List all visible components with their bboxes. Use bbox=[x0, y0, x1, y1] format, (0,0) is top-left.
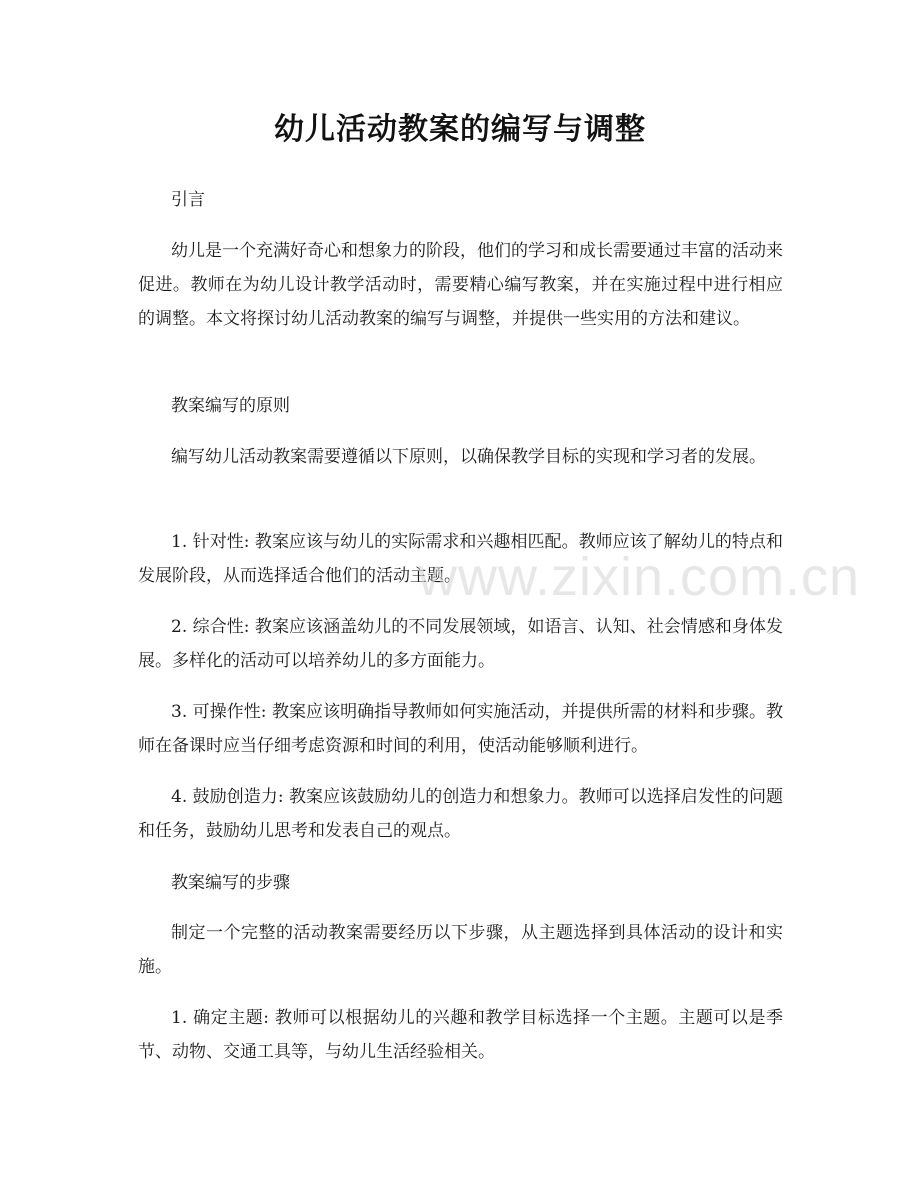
paragraph-intro: 幼儿是一个充满好奇心和想象力的阶段，他们的学习和成长需要通过丰富的活动来促进。教师在为幼儿设计教学活动时，需要精心编写教案，并在实施过程中进行相应的调整。本文将探讨幼儿活动教案的编写与调整，并提供一些实用的方法和建议。 bbox=[138, 241, 783, 329]
section-heading-principles: 教案编写的原则 bbox=[171, 396, 290, 416]
list-item-principle-3: 3. 可操作性: 教案应该明确指导教师如何实施活动，并提供所需的材料和步骤。教师在备课时应当仔细考虑资源和时间的利用，使活动能够顺利进行。 bbox=[138, 702, 783, 756]
list-item-principle-2: 2. 综合性: 教案应该涵盖幼儿的不同发展领域，如语言、认知、社会情感和身体发展。多样化的活动可以培养幼儿的多方面能力。 bbox=[138, 617, 783, 671]
section-heading-intro: 引言 bbox=[171, 190, 205, 210]
watermark-text: www.zixin.com.cn bbox=[418, 547, 861, 607]
paragraph-steps-intro: 制定一个完整的活动教案需要经历以下步骤，从主题选择到具体活动的设计和实施。 bbox=[138, 923, 783, 977]
list-item-step-1: 1. 确定主题: 教师可以根据幼儿的兴趣和教学目标选择一个主题。主题可以是季节、动物、交通工具等，与幼儿生活经验相关。 bbox=[138, 1008, 783, 1062]
paragraph-principles-intro: 编写幼儿活动教案需要遵循以下原则，以确保教学目标的实现和学习者的发展。 bbox=[171, 447, 766, 467]
section-heading-steps: 教案编写的步骤 bbox=[171, 873, 290, 893]
document-title: 幼儿活动教案的编写与调整 bbox=[274, 112, 646, 147]
list-item-principle-4: 4. 鼓励创造力: 教案应该鼓励幼儿的创造力和想象力。教师可以选择启发性的问题和任务，鼓励幼儿思考和发表自己的观点。 bbox=[138, 787, 783, 841]
list-item-principle-1: 1. 针对性: 教案应该与幼儿的实际需求和兴趣相匹配。教师应该了解幼儿的特点和发展阶段，从而选择适合他们的活动主题。 bbox=[138, 532, 783, 586]
